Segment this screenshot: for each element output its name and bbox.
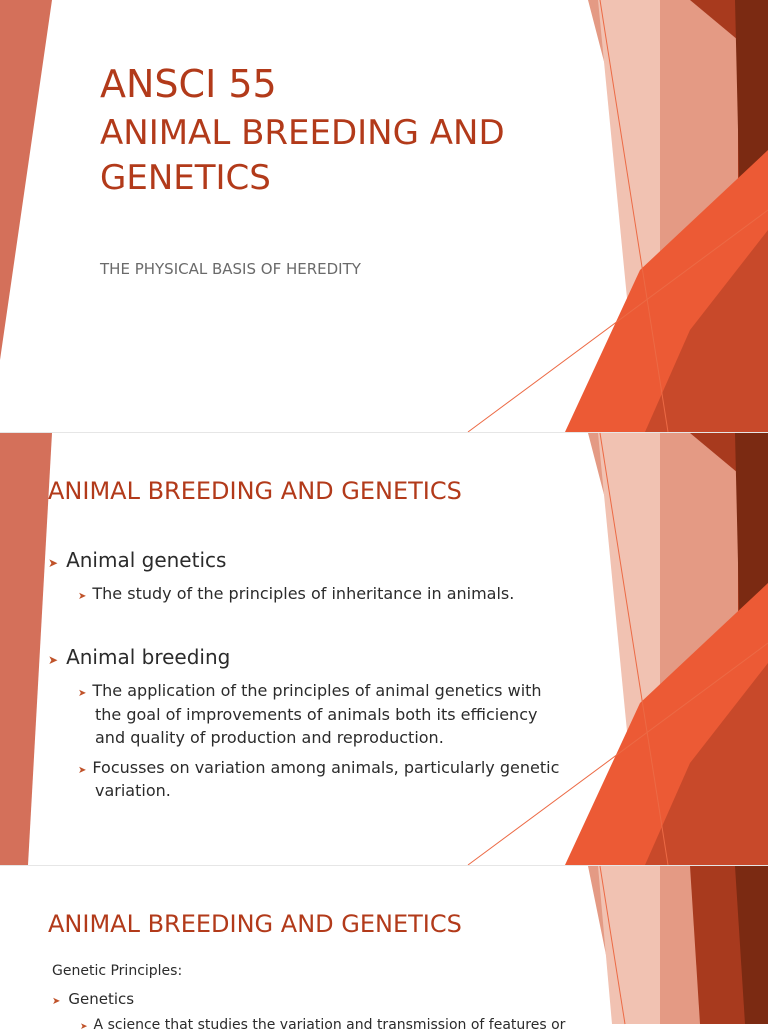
sub-bullet-variation: ➤ Focusses on variation among animals, particularly genetic xyxy=(78,758,560,777)
arrowhead-bullet-icon: ➤ xyxy=(52,996,61,1007)
slide-title: ANIMAL BREEDING AND GENETICS xyxy=(48,477,462,505)
course-title-line-2: GENETICS xyxy=(100,158,271,198)
course-subtitle: THE PHYSICAL BASIS OF HEREDITY xyxy=(100,260,361,278)
slide-1 xyxy=(0,0,768,432)
bullet-animal-breeding: ➤ Animal breeding xyxy=(48,645,231,669)
slide-title: ANIMAL BREEDING AND GENETICS xyxy=(48,910,462,938)
sub-bullet-variation-line-2: variation. xyxy=(95,781,171,800)
sub-bullet-application: ➤ The application of the principles of animal genetics with xyxy=(78,681,542,700)
arrowhead-bullet-icon: ➤ xyxy=(48,556,59,570)
sub-bullet-application-line-2: the goal of improvements of animals both its efficiency xyxy=(95,705,538,724)
bullet-animal-genetics: ➤ Animal genetics xyxy=(48,548,227,572)
partially-visible-sub-bullet: ➤ A science that studies the variation and transmission of features or xyxy=(80,1017,566,1033)
course-code: ANSCI 55 xyxy=(100,62,277,106)
arrowhead-bullet-icon: ➤ xyxy=(80,1022,88,1032)
sub-bullet-application-line-3: and quality of production and reproduction. xyxy=(95,728,444,747)
slide-2 xyxy=(0,433,768,865)
arrowhead-bullet-icon: ➤ xyxy=(78,765,87,776)
bullet-genetics: ➤ Genetics xyxy=(52,990,135,1008)
arrowhead-bullet-icon: ➤ xyxy=(78,688,87,699)
genetic-principles-label: Genetic Principles: xyxy=(52,963,183,979)
course-title-line-1: ANIMAL BREEDING AND xyxy=(100,113,505,153)
arrowhead-bullet-icon: ➤ xyxy=(48,653,59,667)
arrowhead-bullet-icon: ➤ xyxy=(78,591,87,602)
sub-bullet-study-of-inheritance: ➤ The study of the principles of inheritance in animals. xyxy=(78,584,515,603)
slide-3 xyxy=(0,866,768,1033)
